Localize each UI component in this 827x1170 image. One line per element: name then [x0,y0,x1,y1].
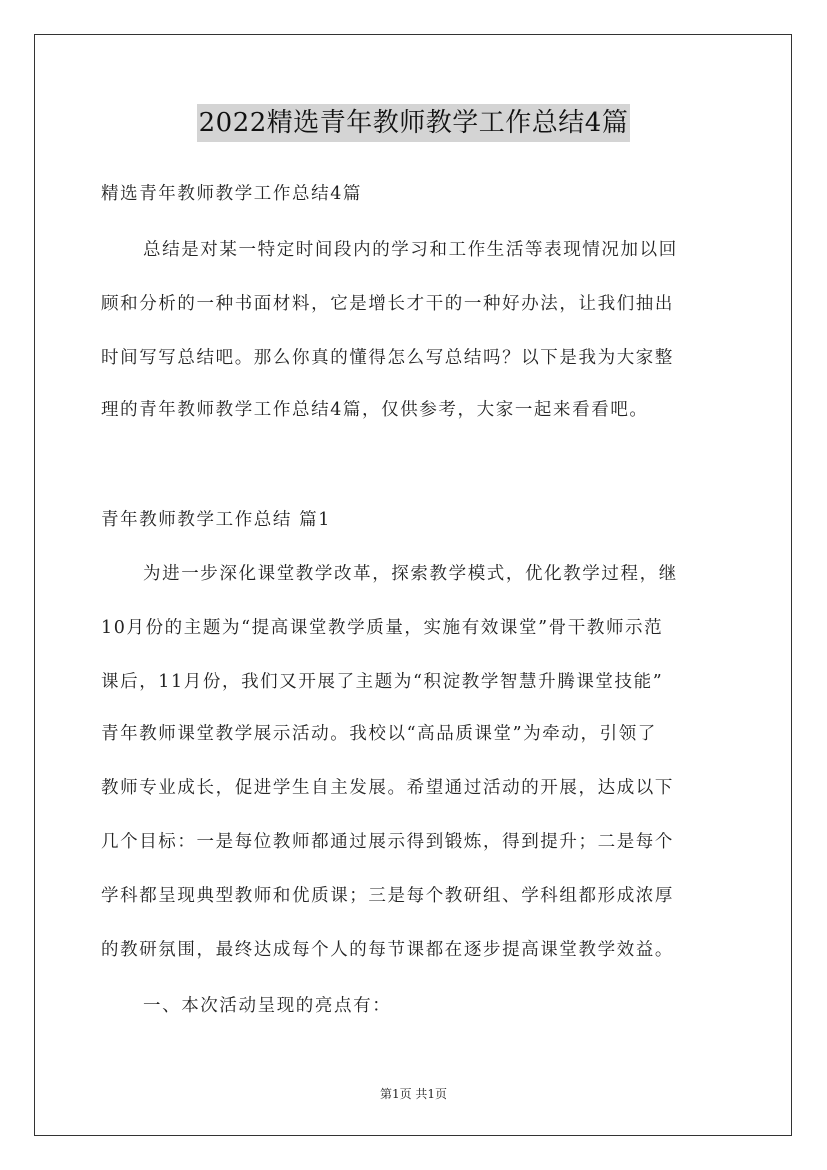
title-container [0,104,827,142]
intro-line-2: 顾和分析的一种书面材料，它是增长才干的一种好办法，让我们抽出 [101,294,674,314]
intro-line-4: 理的青年教师教学工作总结4篇，仅供参考，大家一起来看看吧。 [101,400,649,420]
subheading: 一、本次活动呈现的亮点有： [143,996,392,1016]
section-line-8: 的教研氛围，最终达成每个人的每节课都在逐步提高课堂教学效益。 [101,940,674,960]
section-line-1: 为进一步深化课堂教学改革，探索教学模式，优化教学过程，继 [143,564,678,584]
intro-line-1: 总结是对某一特定时间段内的学习和工作生活等表现情况加以回 [143,240,678,260]
section-line-2: 10月份的主题为“提高课堂教学质量，实施有效课堂”骨干教师示范 [101,618,664,638]
section-line-6: 几个目标：一是每位教师都通过展示得到锻炼，得到提升；二是每个 [101,832,674,852]
intro-line-3: 时间写写总结吧。那么你真的懂得怎么写总结吗？以下是我为大家整 [101,348,674,368]
document-subtitle: 精选青年教师教学工作总结4篇 [101,184,363,204]
page-footer: 第1页 共1页 [379,1087,448,1101]
section-line-5: 教师专业成长，促进学生自主发展。希望通过活动的开展，达成以下 [101,778,674,798]
section-line-3: 课后，11月份，我们又开展了主题为“积淀教学智慧升腾课堂技能” [101,672,664,692]
section-heading: 青年教师教学工作总结 篇1 [101,510,331,530]
section-line-4: 青年教师课堂教学展示活动。我校以“高品质课堂”为牵动，引领了 [101,724,657,744]
section-line-7: 学科都呈现典型教师和优质课；三是每个教研组、学科组都形成浓厚 [101,886,674,906]
document-title: 2022精选青年教师教学工作总结4篇 [197,104,631,142]
